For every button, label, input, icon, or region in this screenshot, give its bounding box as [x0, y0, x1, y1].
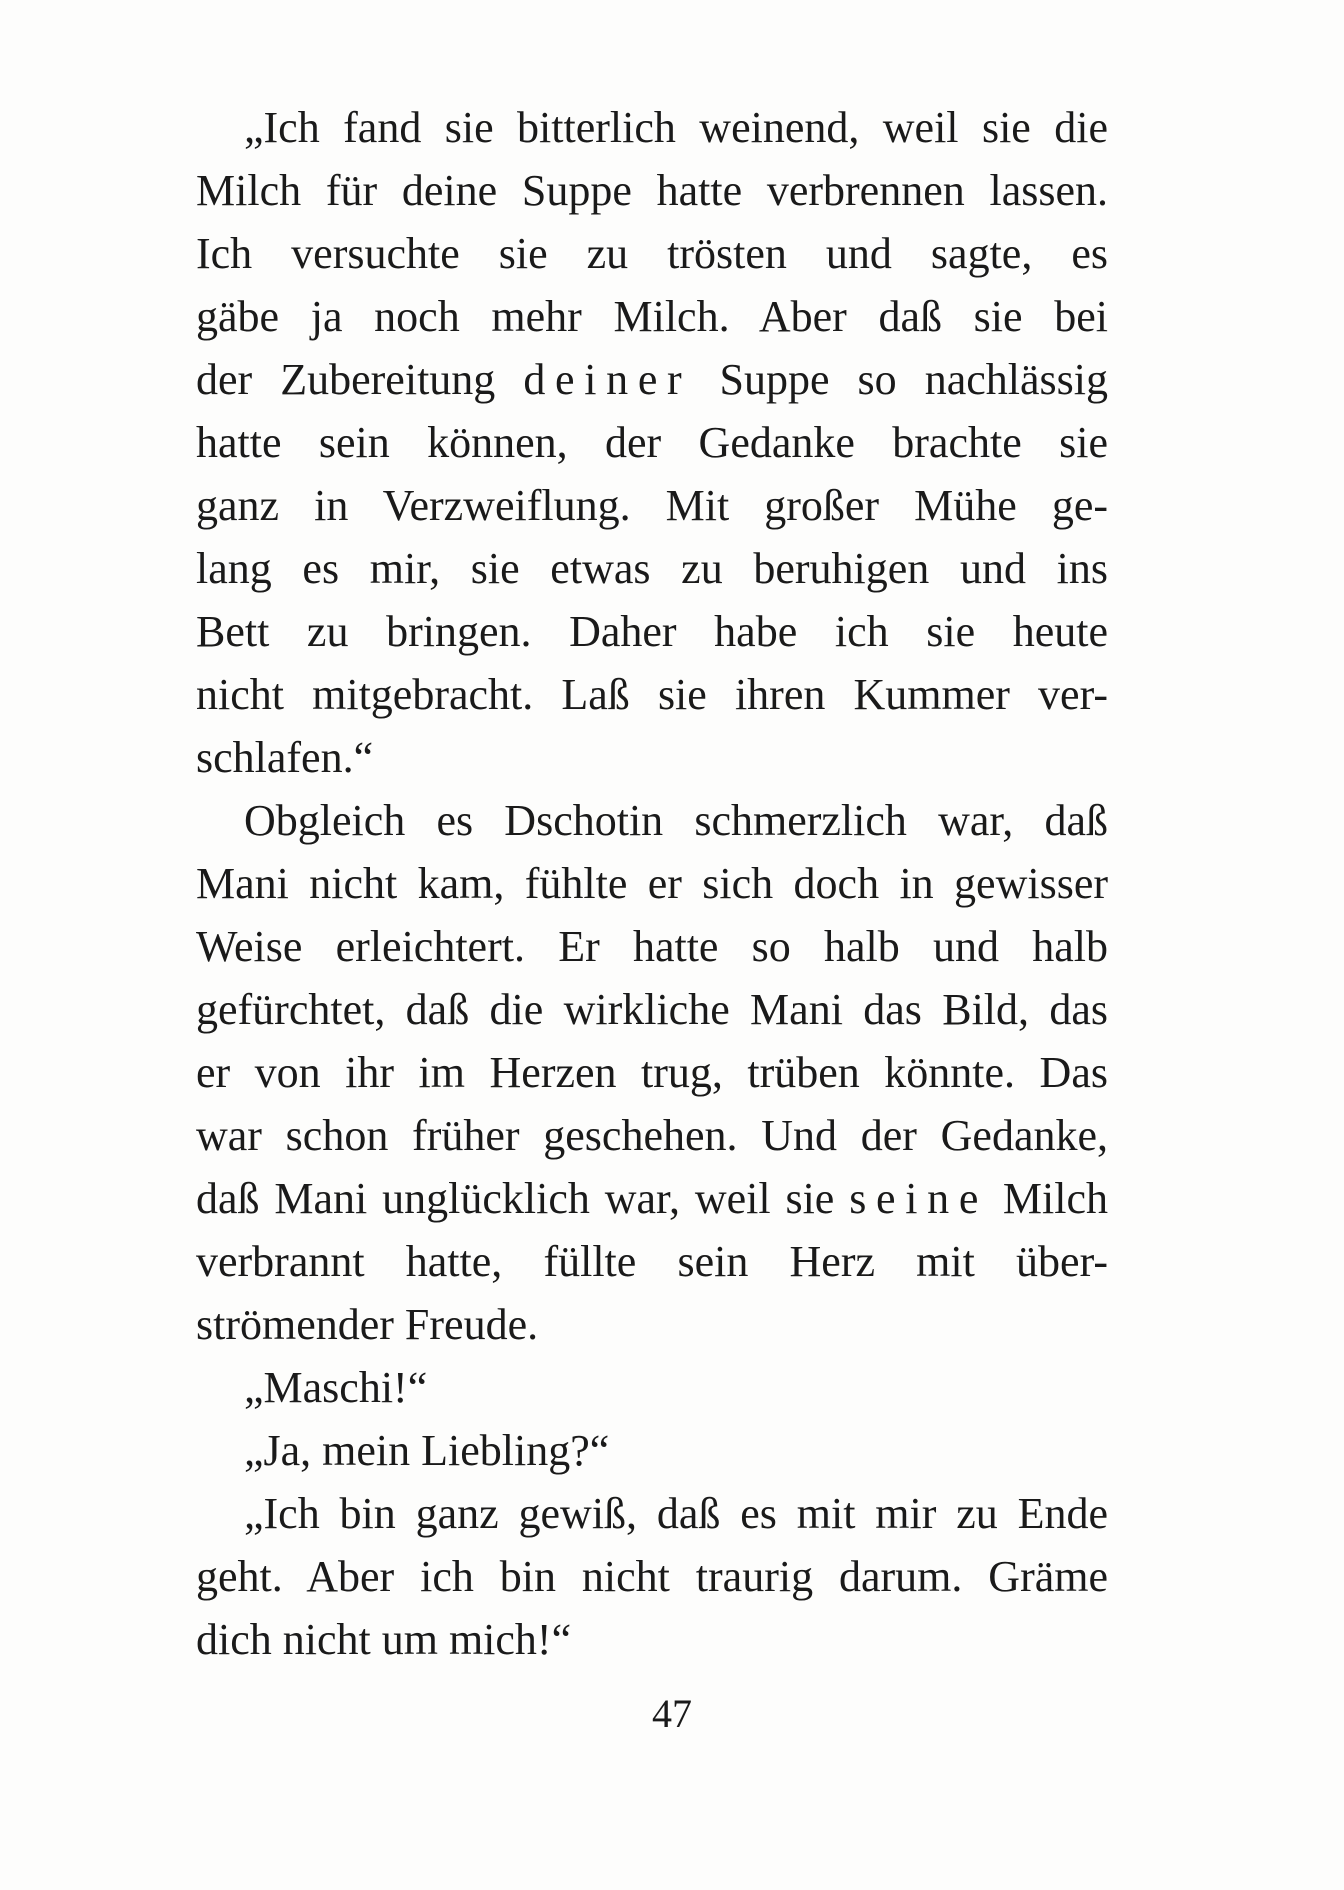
text-line: „Ja, mein Liebling?“ — [244, 1426, 610, 1475]
text-line: lang es mir, sie etwas zu beruhigen und ins — [196, 544, 1108, 593]
text-line: gäbe ja noch mehr Milch. Aber daß sie bei — [196, 292, 1108, 341]
paragraph-1 — [196, 96, 1108, 789]
paragraph-5 — [196, 1482, 1108, 1671]
text-line: „Ich bin ganz gewiß, daß es mit mir zu Ende — [244, 1489, 1108, 1538]
text-line-composite — [196, 1167, 1108, 1230]
text-line: geht. Aber ich bin nicht traurig darum. Gräme — [196, 1552, 1108, 1601]
page-number: 47 — [652, 1691, 692, 1736]
text-line: verbrannt hatte, füllte sein Herz mit über- — [196, 1237, 1108, 1286]
text-segment: daß Mani unglücklich war, weil sie — [196, 1174, 835, 1223]
text-line: „Ich fand sie bitterlich weinend, weil sie die — [244, 103, 1108, 152]
emphasized-word: deiner — [523, 355, 692, 404]
text-segment: Suppe so nachlässig — [719, 355, 1109, 404]
text-line: Weise erleichtert. Er hatte so halb und halb — [196, 922, 1108, 971]
paragraph-2 — [196, 789, 1108, 1356]
text-line: er von ihr im Herzen trug, trüben könnte. Das — [196, 1048, 1108, 1097]
text-line: ganz in Verzweiflung. Mit großer Mühe ge- — [196, 481, 1108, 530]
text-line-composite — [196, 348, 1108, 411]
emphasized-word: seine — [849, 1174, 989, 1223]
text-line: Ich versuchte sie zu trösten und sagte, es — [196, 229, 1108, 278]
text-line: strömender Freude. — [196, 1300, 539, 1349]
text-line: hatte sein können, der Gedanke brachte sie — [196, 418, 1108, 467]
text-line: nicht mitgebracht. Laß sie ihren Kummer ver- — [196, 670, 1108, 719]
text-line: „Maschi!“ — [244, 1363, 428, 1412]
text-line: gefürchtet, daß die wirkliche Mani das Bild, das — [196, 985, 1108, 1034]
text-line: Milch für deine Suppe hatte verbrennen lassen. — [196, 166, 1108, 215]
text-line: schlafen.“ — [196, 733, 374, 782]
text-line: dich nicht um mich!“ — [196, 1615, 572, 1664]
text-line: Obgleich es Dschotin schmerzlich war, daß — [244, 796, 1108, 845]
text-line: Mani nicht kam, fühlte er sich doch in gewisser — [196, 859, 1108, 908]
body-text — [196, 96, 1108, 1671]
text-segment: Milch — [1002, 1174, 1109, 1223]
text-segment: der Zubereitung — [196, 355, 496, 404]
paragraph-4 — [196, 1419, 1108, 1482]
paragraph-3 — [196, 1356, 1108, 1419]
text-line: war schon früher geschehen. Und der Gedanke, — [196, 1111, 1108, 1160]
text-line: Bett zu bringen. Daher habe ich sie heute — [196, 607, 1108, 656]
